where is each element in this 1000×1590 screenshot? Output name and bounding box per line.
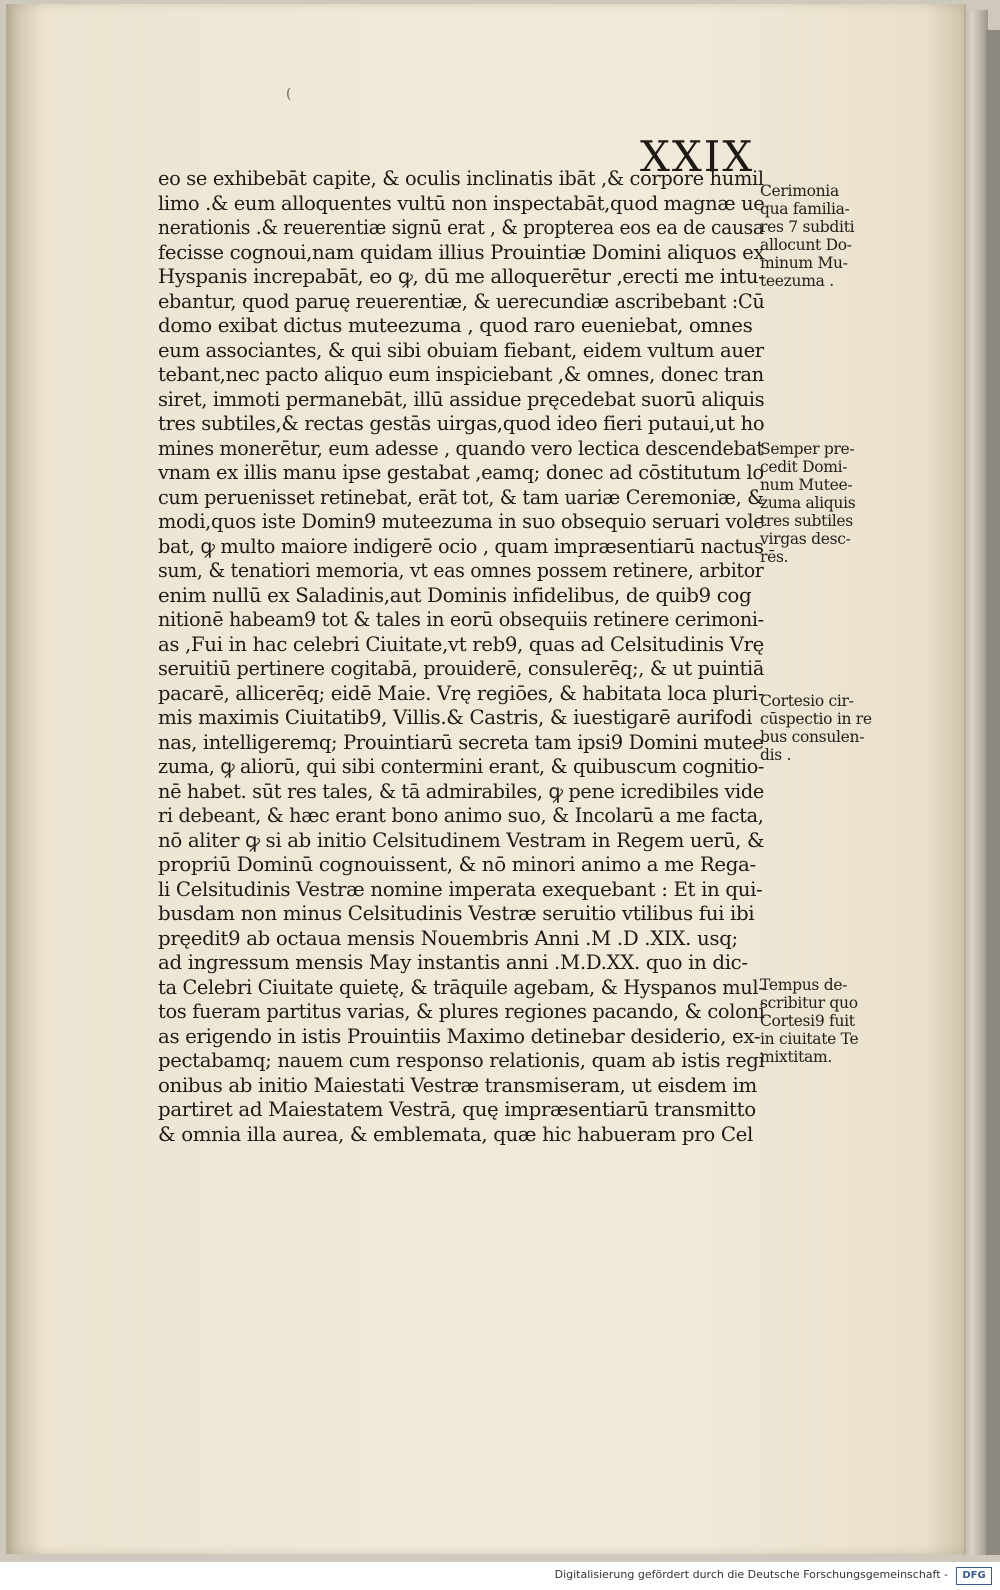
text-line: domo exibat dictus muteezuma , quod raro eueniebat, omnes <box>158 314 753 337</box>
text-line: vnam ex illis manu ipse gestabat ,eamq; donec ad cōstitutum lo <box>158 461 764 484</box>
text-line: as ,Fui in hac celebri Ciuitate,vt reb9, quas ad Celsitudinis Vrę <box>158 632 764 656</box>
gloss-line: allocunt Do- <box>760 236 852 254</box>
gloss-line: res 7 subditi <box>760 218 855 236</box>
main-text-block <box>158 167 764 1147</box>
text-line: busdam non minus Celsitudinis Vestræ seruitio vtilibus fui ibi <box>158 902 755 925</box>
text-line: li Celsitudinis Vestræ nomine imperata exequebant : Et in qui- <box>158 877 763 901</box>
text-line: nerationis .& reuerentiæ signū erat , & propterea eos ea de causa <box>158 216 764 239</box>
gloss-line: rēs. <box>760 548 789 566</box>
margin-gloss-time <box>760 976 872 1066</box>
text-line: fecisse cognoui,nam quidam illius Prouintiæ Domini aliquos ex <box>158 240 765 264</box>
text-line: partiret ad Maiestatem Vestrā, quę impræsentiarū transmitto <box>158 1098 756 1121</box>
text-line: enim nullū ex Saladinis,aut Dominis infidelibus, de quib9 cog <box>158 583 752 607</box>
text-line: seruitiū pertinere cogitabā, prouiderē, consulerēq;, & ut puintiā <box>158 657 765 680</box>
text-line: nitionē habeam9 tot & tales in eorū obsequiis retinere cerimoni- <box>158 608 764 631</box>
gloss-line: in ciuitate Te <box>760 1030 859 1048</box>
gloss-line: Tempus de- <box>760 976 848 994</box>
text-line: nē habet. sūt res tales, & tā admirabiles, ꝙ pene icredibiles vide <box>158 779 764 803</box>
text-line: limo .& eum alloquentes vultū non inspectabāt,quod magnæ ue <box>158 191 765 215</box>
margin-gloss-circumspection <box>760 692 872 764</box>
text-line: mis maximis Ciuitatib9, Villis.& Castris, & iuestigarē aurifodi <box>158 706 753 729</box>
text-line: nas, intelligeremq; Prouintiarū secreta tam ipsi9 Domini mutee <box>158 730 764 754</box>
text-line: ebantur, quod paruę reuerentiæ, & uerecundiæ ascribebant :Cū <box>158 289 765 313</box>
dfg-logo: DFG <box>956 1567 992 1585</box>
text-line: ta Celebri Ciuitate quietę, & trāquile agebam, & Hyspanos mul- <box>158 975 765 999</box>
binding-shadow <box>986 30 1000 1555</box>
gloss-line: qua familia- <box>760 200 850 218</box>
text-line: onibus ab initio Maiestati Vestræ transmiseram, ut eisdem im <box>158 1073 757 1097</box>
text-line: Hyspanis increpabāt, eo ꝙ, dū me alloquerētur ,erecti me intu- <box>158 265 765 288</box>
gloss-line: Semper pre- <box>760 440 855 458</box>
text-line: tres subtiles,& rectas gestās uirgas,quod ideo fieri putaui,ut ho <box>158 412 765 435</box>
text-line: siret, immoti permanebāt, illū assidue pręcedebat suorū aliquis <box>158 387 765 411</box>
text-line: tebant,nec pacto aliquo eum inspiciebant ,& omnes, donec tran <box>158 363 764 386</box>
gloss-line: virgas desc- <box>760 530 851 548</box>
text-line: eum associantes, & qui sibi obuiam fiebant, eidem vultum auer <box>158 338 764 362</box>
margin-gloss-ceremony <box>760 182 872 290</box>
text-line: & omnia illa aurea, & emblemata, quæ hic habueram pro Cel <box>158 1122 753 1146</box>
text-line: ri debeant, & hæc erant bono animo suo, & Incolarū a me facta, <box>158 804 764 827</box>
gloss-line: Cortesio cir- <box>760 692 854 710</box>
text-line: nō aliter ꝙ si ab initio Celsitudinem Vestram in Regem uerū, & <box>158 828 765 852</box>
gloss-line: cūspectio in re <box>760 710 872 728</box>
pencil-mark: ( <box>286 86 292 102</box>
gloss-line: dis . <box>760 746 792 764</box>
text-line: mines monerētur, eum adesse , quando vero lectica descendebat <box>158 436 764 460</box>
gloss-line: cedit Domi- <box>760 458 848 476</box>
text-line: pręedit9 ab octaua mensis Nouembris Anni .M .D .XIX. usq; <box>158 926 738 950</box>
gloss-line: teezuma . <box>760 272 834 290</box>
text-line: pectabamq; nauem cum responso relationis, quam ab istis regi <box>158 1049 765 1072</box>
margin-gloss-rods <box>760 440 872 566</box>
gloss-line: bus consulen- <box>760 728 865 746</box>
gloss-line: tres subtiles <box>760 512 853 530</box>
text-line: ad ingressum mensis May instantis anni .M.D.XX. quo in dic- <box>158 951 748 974</box>
text-line: modi,quos iste Domin9 muteezuma in suo obsequio seruari vole <box>158 510 765 533</box>
gloss-line: Cerimonia <box>760 182 839 200</box>
gloss-line: mixtitam. <box>760 1048 832 1066</box>
text-line: eo se exhibebāt capite, & oculis inclinatis ibāt ,& corpore humil <box>158 167 764 190</box>
text-line: tos fueram partitus varias, & plures regiones pacando, & coloni <box>158 1000 765 1023</box>
footer-credit: Digitalisierung gefördert durch die Deutsche Forschungsgemeinschaft - <box>554 1568 948 1581</box>
footer-bar <box>0 1562 1000 1590</box>
text-line: cum peruenisset retinebat, erāt tot, & tam uariæ Ceremoniæ, & <box>158 485 764 509</box>
text-line: pacarē, allicerēq; eidē Maie. Vrę regiōes, & habitata loca pluri- <box>158 681 765 705</box>
gloss-line: zuma aliquis <box>760 494 856 512</box>
gloss-line: Cortesi9 fuit <box>760 1012 855 1030</box>
text-line: as erigendo in istis Prouintiis Maximo detinebar desiderio, ex- <box>158 1024 761 1048</box>
gloss-line: num Mutee- <box>760 476 853 494</box>
text-line: bat, ꝙ multo maiore indigerē ocio , quam impræsentiarū nactus <box>158 534 764 558</box>
text-line: propriū Dominū cognouissent, & nō minori animo a me Rega- <box>158 853 756 876</box>
text-line: zuma, ꝙ aliorū, qui sibi contermini erant, & quibuscum cognitio- <box>158 755 765 778</box>
gloss-line: scribitur quo <box>760 994 858 1012</box>
text-line: sum, & tenatiori memoria, vt eas omnes possem retinere, arbitor <box>158 559 764 582</box>
gloss-line: minum Mu- <box>760 254 848 272</box>
folio-number: XXIX <box>640 132 755 181</box>
